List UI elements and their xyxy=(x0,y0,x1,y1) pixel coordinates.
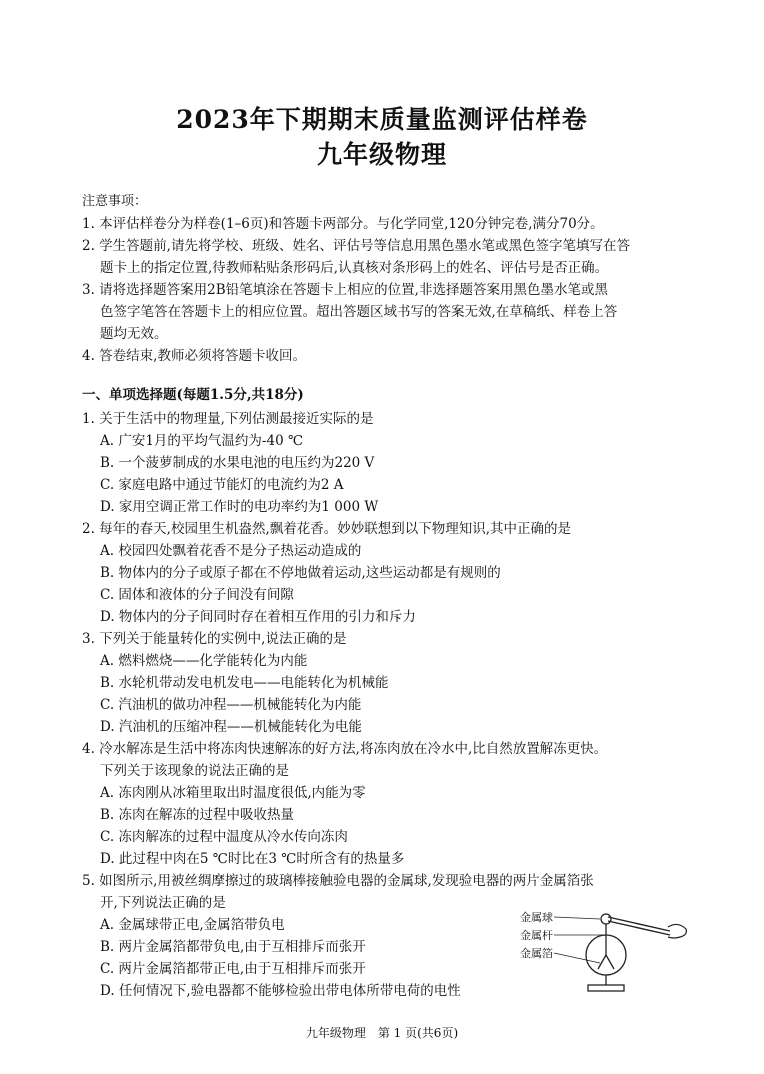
option-a: A. 冻肉刚从冰箱里取出时温度很低,内能为零 xyxy=(100,785,366,801)
figure-label-foil: 金属箔 xyxy=(520,947,553,960)
option-b: B. 水轮机带动发电机发电——电能转化为机械能 xyxy=(100,675,389,691)
page-title: 2023年下期期末质量监测评估样卷 xyxy=(176,105,588,134)
option-b: B. 冻肉在解冻的过程中吸收热量 xyxy=(100,807,295,823)
figure-label-rod: 金属杆 xyxy=(520,929,553,942)
electroscope-figure xyxy=(520,905,690,995)
section-heading: 一、单项选择题(每题1.5分,共18分) xyxy=(82,387,304,403)
question-stem: 4. 冷水解冻是生活中将冻肉快速解冻的好方法,将冻肉放在冷水中,比自然放置解冻更快。 xyxy=(82,741,608,757)
option-c: C. 冻肉解冻的过程中温度从冷水传向冻肉 xyxy=(100,829,348,845)
option-d: D. 汽油机的压缩冲程——机械能转化为电能 xyxy=(100,719,362,735)
notes-heading: 注意事项： xyxy=(82,194,148,209)
option-d: D. 此过程中肉在5 ℃时比在3 ℃时所含有的热量多 xyxy=(100,851,405,867)
question-stem: 1. 关于生活中的物理量,下列估测最接近实际的是 xyxy=(82,411,374,427)
option-c: C. 两片金属箔都带正电,由于互相排斥而张开 xyxy=(100,961,366,977)
note-line: 2. 学生答题前,请先将学校、班级、姓名、评估号等信息用黑色墨水笔或黑色签字笔填写在答 xyxy=(82,238,630,254)
option-c: C. 固体和液体的分子间没有间隙 xyxy=(100,587,294,603)
option-b: B. 两片金属箔都带负电,由于互相排斥而张开 xyxy=(100,939,366,955)
option-a: A. 广安1月的平均气温约为-40 ℃ xyxy=(100,433,304,449)
page-subtitle: 九年级物理 xyxy=(316,140,447,169)
option-d: D. 物体内的分子间同时存在着相互作用的引力和斥力 xyxy=(100,609,416,625)
question-stem: 2. 每年的春天,校园里生机盎然,飘着花香。妙妙联想到以下物理知识,其中正确的是 xyxy=(82,521,572,537)
option-d: D. 任何情况下,验电器都不能够检验出带电体所带电荷的电性 xyxy=(100,983,461,999)
option-d: D. 家用空调正常工作时的电功率约为1 000 W xyxy=(100,499,379,515)
note-line: 题均无效。 xyxy=(100,326,168,342)
page-footer: 九年级物理 第 1 页(共6页) xyxy=(305,1026,459,1040)
option-a: A. 燃料燃烧——化学能转化为内能 xyxy=(100,653,308,669)
note-line: 4. 答卷结束,教师必须将答题卡收回。 xyxy=(82,348,306,364)
option-c: C. 汽油机的做功冲程——机械能转化为内能 xyxy=(100,697,362,713)
question-stem-cont: 下列关于该现象的说法正确的是 xyxy=(100,763,289,779)
option-c: C. 家庭电路中通过节能灯的电流约为2 A xyxy=(100,477,344,493)
note-line: 题卡上的指定位置,待教师粘贴条形码后,认真核对条形码上的姓名、评估号是否正确。 xyxy=(100,260,609,276)
option-b: B. 一个菠萝制成的水果电池的电压约为220 V xyxy=(100,455,375,471)
note-line: 3. 请将选择题答案用2B铅笔填涂在答题卡上相应的位置,非选择题答案用黑色墨水笔或黑 xyxy=(82,282,608,298)
question-stem: 3. 下列关于能量转化的实例中,说法正确的是 xyxy=(82,631,347,647)
option-a: A. 金属球带正电,金属箔带负电 xyxy=(100,917,285,933)
option-a: A. 校园四处飘着花香不是分子热运动造成的 xyxy=(100,543,362,559)
question-stem: 5. 如图所示,用被丝绸摩擦过的玻璃棒接触验电器的金属球,发现验电器的两片金属箔张 xyxy=(82,873,594,889)
note-line: 色签字笔答在答题卡上的相应位置。超出答题区域书写的答案无效,在草稿纸、样卷上答 xyxy=(100,304,618,320)
question-stem-cont: 开,下列说法正确的是 xyxy=(100,895,226,911)
option-b: B. 物体内的分子或原子都在不停地做着运动,这些运动都是有规则的 xyxy=(100,565,501,581)
note-line: 1. 本评估样卷分为样卷(1–6页)和答题卡两部分。与化学同堂,120分钟完卷,满分70分。 xyxy=(82,216,604,232)
figure-label-ball: 金属球 xyxy=(520,911,553,924)
